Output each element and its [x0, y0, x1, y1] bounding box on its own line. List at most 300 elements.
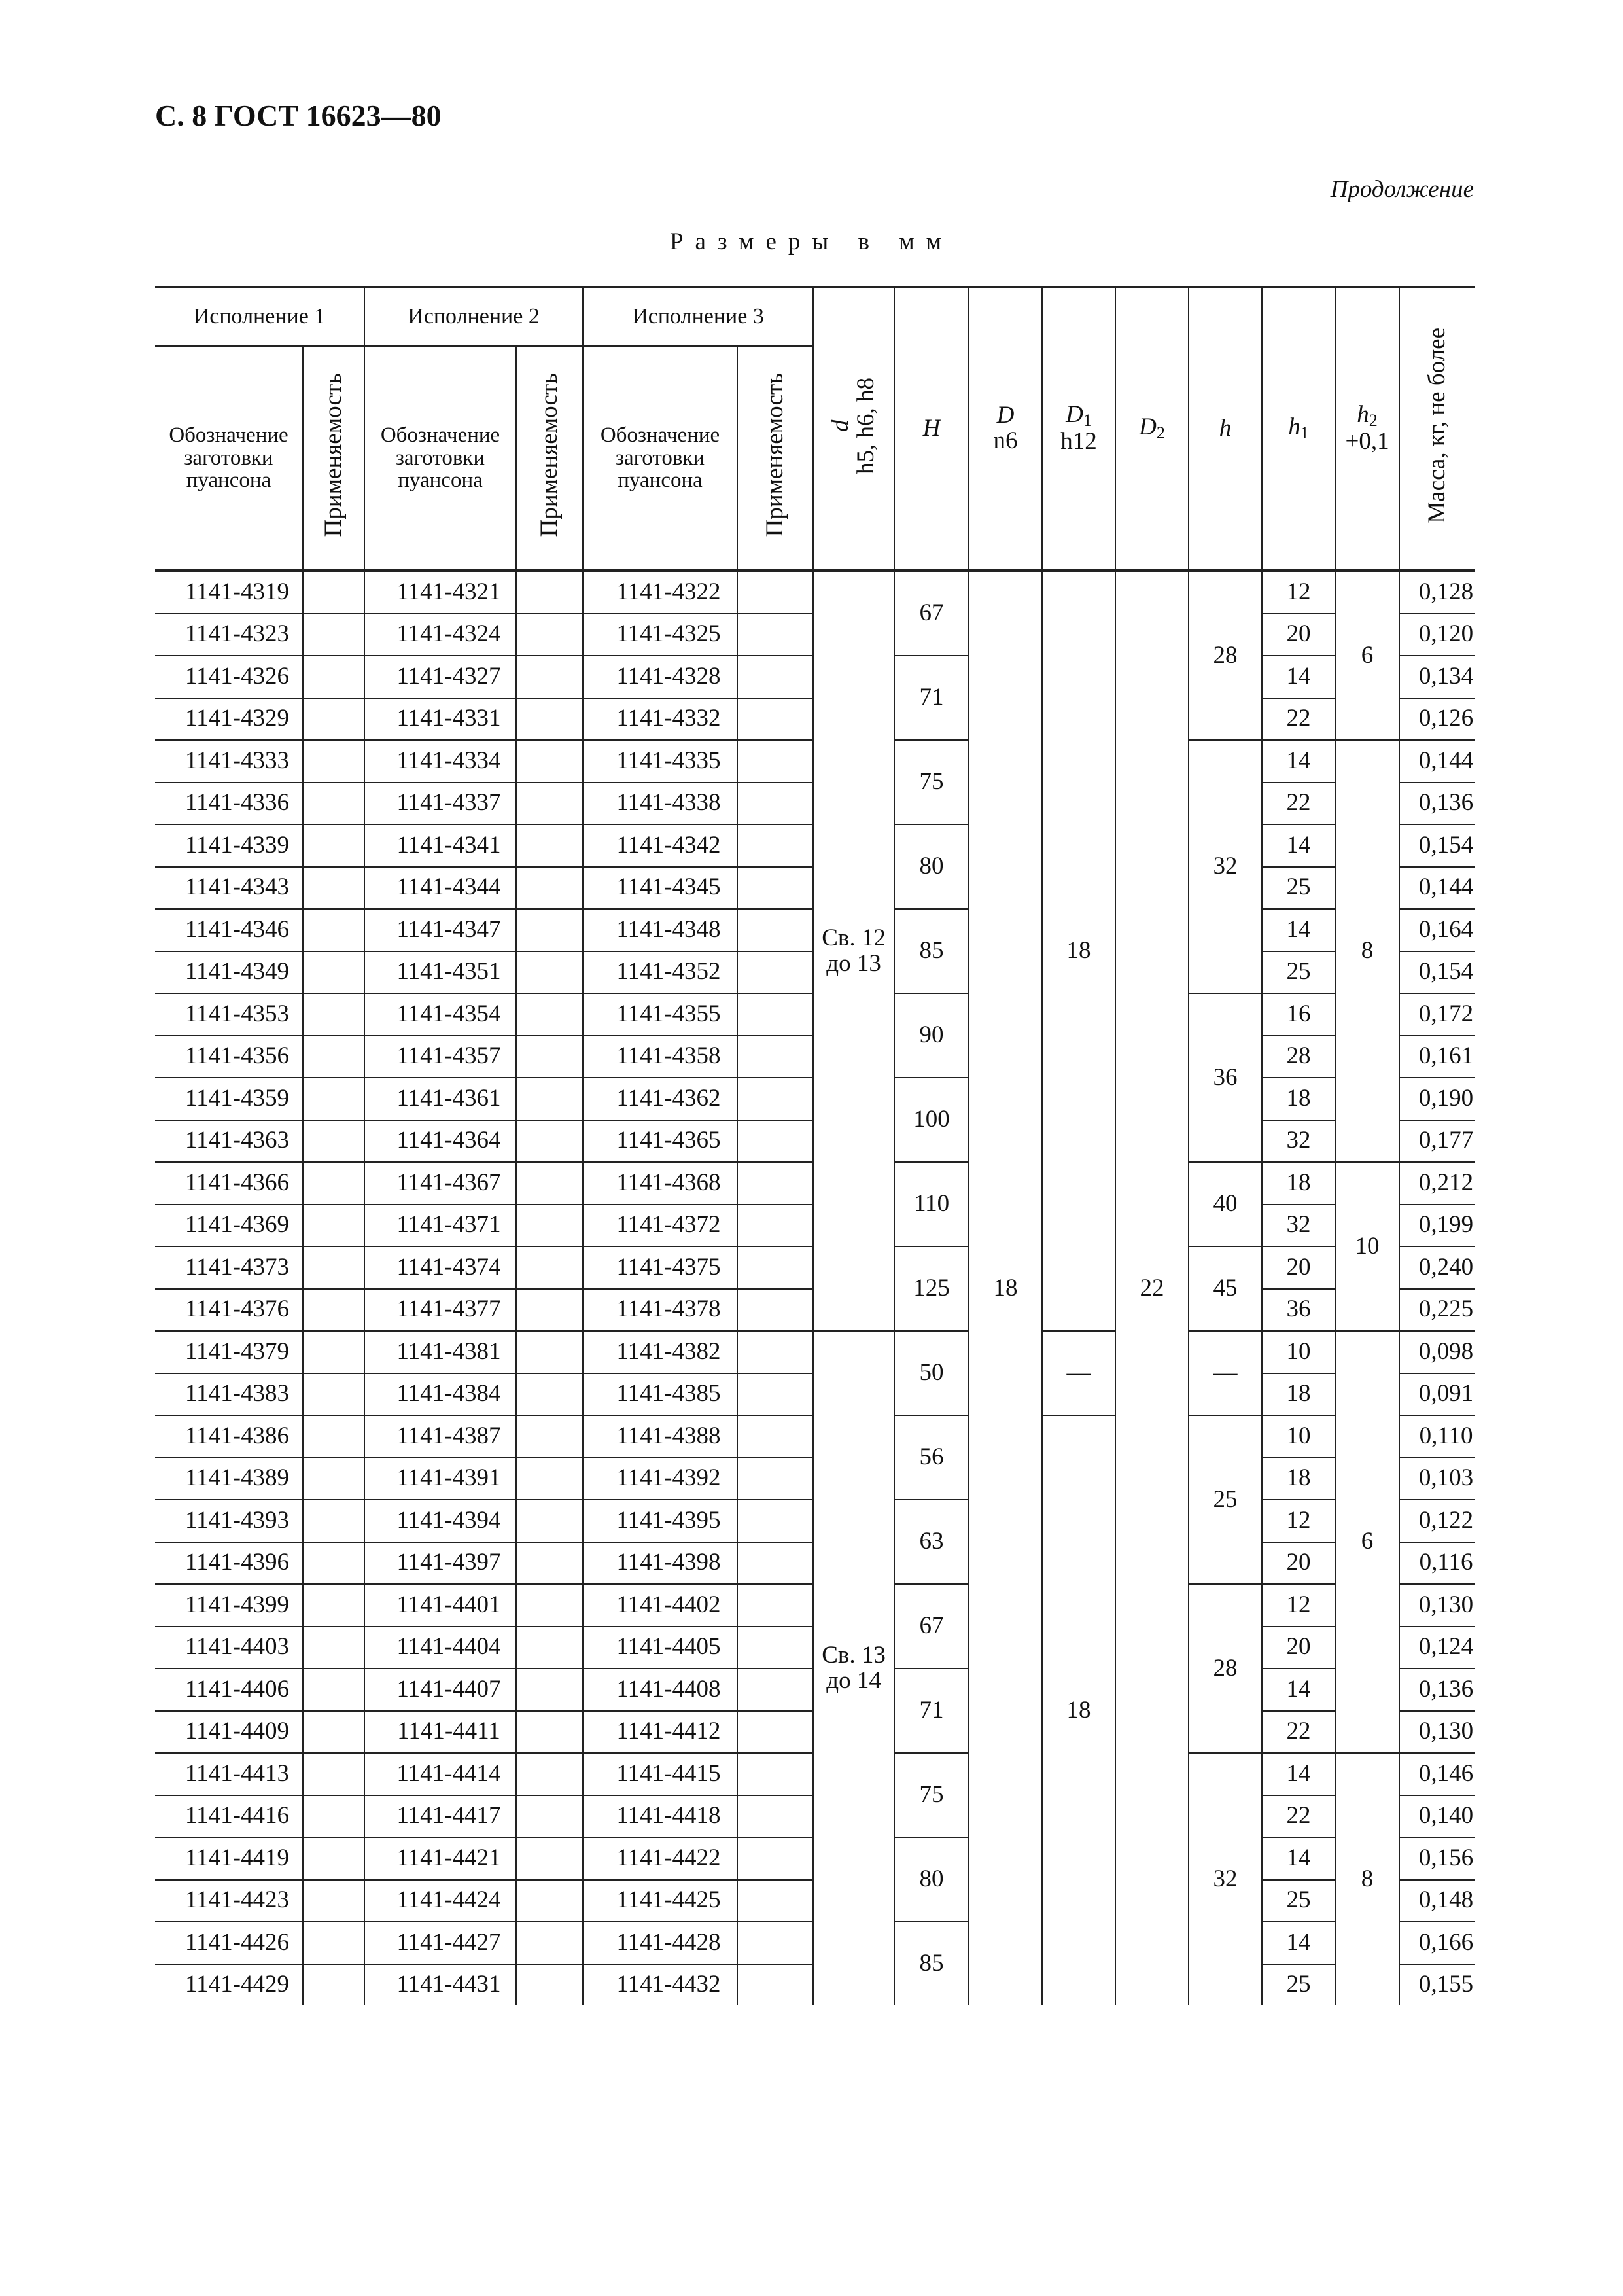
applicability-3-cell: [737, 993, 813, 1036]
applicability-3-cell: [737, 1922, 813, 1964]
designation-1-cell: 1141-4383: [155, 1373, 303, 1416]
h2-value-cell: 6: [1335, 1331, 1399, 1753]
designation-2-cell: 1141-4351: [364, 951, 516, 994]
h1-value-cell: 18: [1262, 1078, 1335, 1120]
applicability-1-cell: [303, 740, 364, 783]
d-value: Св. 12: [822, 924, 886, 951]
designation-2-cell: 1141-4384: [364, 1373, 516, 1416]
h-value: 28: [1213, 1654, 1238, 1682]
header-applicability-3: [737, 346, 813, 571]
designation-1-cell: 1141-4336: [155, 783, 303, 825]
designation-2-cell: 1141-4407: [364, 1669, 516, 1711]
designation-1-cell: 1141-4373: [155, 1246, 303, 1289]
table-row: [155, 1331, 1475, 1373]
applicability-2-cell: [516, 1373, 583, 1416]
page-title: С. 8 ГОСТ 16623—80: [155, 99, 442, 132]
header-D-tolerance: n6: [993, 427, 1018, 454]
applicability-2-cell: [516, 1584, 583, 1627]
header-execution-1: Исполнение 1: [155, 287, 364, 347]
H-value-cell: [894, 1246, 969, 1331]
designation-1-cell: 1141-4389: [155, 1458, 303, 1500]
applicability-1-cell: [303, 1669, 364, 1711]
designation-3-cell: 1141-4382: [583, 1331, 737, 1373]
h1-value-cell: 16: [1262, 993, 1335, 1036]
designation-1-cell: 1141-4423: [155, 1880, 303, 1922]
header-row-groups: [155, 287, 1475, 347]
applicability-1-cell: [303, 1415, 364, 1458]
applicability-1-cell: [303, 1331, 364, 1373]
applicability-2-cell: [516, 1922, 583, 1964]
applicability-1-cell: [303, 783, 364, 825]
h1-value-cell: 36: [1262, 1289, 1335, 1332]
designation-2-cell: 1141-4364: [364, 1120, 516, 1163]
applicability-1-cell: [303, 909, 364, 951]
H-value-cell: [894, 740, 969, 824]
d-value-cell: [813, 571, 894, 1331]
h2-value-cell: 8: [1335, 1753, 1399, 2005]
H-value: 80: [919, 853, 944, 880]
h-value: 32: [1213, 853, 1238, 880]
H-value: 75: [919, 768, 944, 796]
designation-3-cell: 1141-4358: [583, 1036, 737, 1078]
designation-1-cell: 1141-4416: [155, 1795, 303, 1838]
header-D1-tolerance: h12: [1060, 428, 1097, 455]
H-value: 63: [919, 1528, 944, 1555]
table-row: [155, 571, 1475, 614]
designation-2-cell: 1141-4324: [364, 614, 516, 656]
designation-3-cell: 1141-4338: [583, 783, 737, 825]
designation-2-cell: 1141-4417: [364, 1795, 516, 1838]
designation-1-cell: 1141-4329: [155, 698, 303, 741]
header-applicability-2-label: Применяемость: [535, 373, 563, 537]
designation-3-cell: 1141-4345: [583, 867, 737, 910]
header-h2-symbol: h: [1357, 400, 1369, 428]
applicability-1-cell: [303, 1922, 364, 1964]
designation-1-cell: 1141-4406: [155, 1669, 303, 1711]
designation-1-cell: 1141-4379: [155, 1331, 303, 1373]
mass-value-cell: 0,136: [1399, 783, 1475, 825]
applicability-2-cell: [516, 867, 583, 910]
header-D1-symbol: D: [1066, 400, 1083, 428]
designation-2-cell: 1141-4411: [364, 1711, 516, 1754]
designation-3-cell: 1141-4342: [583, 824, 737, 867]
D2-value-cell: [1115, 571, 1189, 2005]
applicability-3-cell: [737, 824, 813, 867]
applicability-1-cell: [303, 1458, 364, 1500]
H-value: 67: [919, 599, 944, 627]
designation-3-cell: 1141-4375: [583, 1246, 737, 1289]
applicability-2-cell: [516, 1289, 583, 1332]
designation-3-cell: 1141-4368: [583, 1162, 737, 1205]
applicability-2-cell: [516, 1795, 583, 1838]
h1-value-cell: 12: [1262, 1500, 1335, 1542]
H-value-cell: [894, 993, 969, 1078]
header-h1-symbol: h: [1288, 414, 1300, 441]
h-value-cell: [1189, 571, 1262, 740]
header-D2-subscript: 2: [1156, 423, 1165, 443]
mass-value-cell: 0,091: [1399, 1373, 1475, 1416]
designation-1-cell: 1141-4376: [155, 1289, 303, 1332]
h-value-cell: [1189, 1753, 1262, 2005]
applicability-3-cell: [737, 1120, 813, 1163]
h1-value-cell: 18: [1262, 1373, 1335, 1416]
applicability-3-cell: [737, 867, 813, 910]
applicability-3-cell: [737, 1753, 813, 1795]
h-value: 36: [1213, 1063, 1238, 1091]
h1-value-cell: 22: [1262, 783, 1335, 825]
applicability-2-cell: [516, 571, 583, 614]
designation-3-cell: 1141-4405: [583, 1627, 737, 1669]
mass-value-cell: 0,122: [1399, 1500, 1475, 1542]
designation-2-cell: 1141-4361: [364, 1078, 516, 1120]
header-h2: [1335, 287, 1399, 571]
applicability-3-cell: [737, 1415, 813, 1458]
H-value-cell: [894, 1837, 969, 1922]
applicability-1-cell: [303, 1880, 364, 1922]
designation-2-cell: 1141-4401: [364, 1584, 516, 1627]
header-h1: [1262, 287, 1335, 571]
header-applicability-1-label: Применяемость: [319, 373, 347, 537]
designation-3-cell: 1141-4432: [583, 1964, 737, 2006]
designation-2-cell: 1141-4381: [364, 1331, 516, 1373]
applicability-2-cell: [516, 656, 583, 698]
designation-1-cell: 1141-4393: [155, 1500, 303, 1542]
applicability-1-cell: [303, 1162, 364, 1205]
header-designation-3: Обозначение заготовки пуансона: [583, 346, 737, 571]
designation-1-cell: 1141-4403: [155, 1627, 303, 1669]
header-d-tolerance: h5, h6, h8: [852, 377, 880, 474]
header-H: [894, 287, 969, 571]
applicability-2-cell: [516, 1331, 583, 1373]
applicability-2-cell: [516, 1711, 583, 1754]
h1-value-cell: 22: [1262, 698, 1335, 741]
h1-value-cell: 14: [1262, 909, 1335, 951]
H-value: 125: [913, 1275, 950, 1302]
designation-3-cell: 1141-4325: [583, 614, 737, 656]
designation-2-cell: 1141-4424: [364, 1880, 516, 1922]
designation-2-cell: 1141-4327: [364, 656, 516, 698]
h1-value-cell: 18: [1262, 1458, 1335, 1500]
H-value: 100: [913, 1106, 950, 1133]
H-value: 110: [913, 1190, 950, 1218]
applicability-3-cell: [737, 571, 813, 614]
designation-1-cell: 1141-4396: [155, 1542, 303, 1585]
H-value: 75: [919, 1781, 944, 1809]
mass-value-cell: 0,172: [1399, 993, 1475, 1036]
H-value-cell: [894, 1415, 969, 1500]
applicability-3-cell: [737, 1289, 813, 1332]
header-h2-subscript: 2: [1369, 410, 1378, 430]
designation-1-cell: 1141-4349: [155, 951, 303, 994]
mass-value-cell: 0,190: [1399, 1078, 1475, 1120]
H-value-cell: [894, 824, 969, 909]
D-value-cell: [969, 571, 1042, 2005]
designation-1-cell: 1141-4426: [155, 1922, 303, 1964]
applicability-3-cell: [737, 1880, 813, 1922]
header-execution-3: Исполнение 3: [583, 287, 813, 347]
designation-2-cell: 1141-4397: [364, 1542, 516, 1585]
header-mass-label: Масса, кг, не более: [1423, 328, 1451, 523]
designation-3-cell: 1141-4412: [583, 1711, 737, 1754]
d-value-cell: [813, 1331, 894, 2005]
applicability-1-cell: [303, 1036, 364, 1078]
applicability-3-cell: [737, 1669, 813, 1711]
designation-3-cell: 1141-4398: [583, 1542, 737, 1585]
applicability-1-cell: [303, 867, 364, 910]
mass-value-cell: 0,148: [1399, 1880, 1475, 1922]
designation-3-cell: 1141-4428: [583, 1922, 737, 1964]
designation-1-cell: 1141-4353: [155, 993, 303, 1036]
designation-1-cell: 1141-4339: [155, 824, 303, 867]
h-value-cell: [1189, 1162, 1262, 1246]
D1-value: —: [1066, 1359, 1091, 1386]
applicability-3-cell: [737, 656, 813, 698]
applicability-2-cell: [516, 1964, 583, 2006]
applicability-1-cell: [303, 1837, 364, 1880]
h1-value-cell: 10: [1262, 1331, 1335, 1373]
mass-value-cell: 0,130: [1399, 1711, 1475, 1754]
designation-1-cell: 1141-4429: [155, 1964, 303, 2006]
header-d-symbol: d: [827, 419, 854, 432]
designation-2-cell: 1141-4414: [364, 1753, 516, 1795]
applicability-3-cell: [737, 1036, 813, 1078]
designation-3-cell: 1141-4362: [583, 1078, 737, 1120]
designation-1-cell: 1141-4363: [155, 1120, 303, 1163]
designation-3-cell: 1141-4415: [583, 1753, 737, 1795]
applicability-1-cell: [303, 1627, 364, 1669]
designation-2-cell: 1141-4341: [364, 824, 516, 867]
applicability-2-cell: [516, 1627, 583, 1669]
applicability-2-cell: [516, 909, 583, 951]
designation-2-cell: 1141-4394: [364, 1500, 516, 1542]
h1-value-cell: 14: [1262, 656, 1335, 698]
mass-value-cell: 0,144: [1399, 740, 1475, 783]
h1-value-cell: 25: [1262, 867, 1335, 910]
designation-2-cell: 1141-4427: [364, 1922, 516, 1964]
applicability-2-cell: [516, 1669, 583, 1711]
designation-3-cell: 1141-4328: [583, 656, 737, 698]
designation-3-cell: 1141-4392: [583, 1458, 737, 1500]
D1-value: 18: [1066, 1697, 1091, 1724]
applicability-1-cell: [303, 1246, 364, 1289]
mass-value-cell: 0,156: [1399, 1837, 1475, 1880]
mass-value-cell: 0,116: [1399, 1542, 1475, 1585]
designation-1-cell: 1141-4333: [155, 740, 303, 783]
applicability-2-cell: [516, 1415, 583, 1458]
D1-value-cell: [1042, 1415, 1115, 2005]
mass-value-cell: 0,144: [1399, 867, 1475, 910]
applicability-3-cell: [737, 1964, 813, 2006]
designation-2-cell: 1141-4321: [364, 571, 516, 614]
header-H-symbol: H: [922, 414, 941, 442]
applicability-1-cell: [303, 1542, 364, 1585]
mass-value-cell: 0,166: [1399, 1922, 1475, 1964]
header-D: [969, 287, 1042, 571]
applicability-3-cell: [737, 1205, 813, 1247]
designation-1-cell: 1141-4413: [155, 1753, 303, 1795]
applicability-3-cell: [737, 698, 813, 741]
applicability-2-cell: [516, 951, 583, 994]
applicability-3-cell: [737, 1458, 813, 1500]
D1-value: 18: [1066, 937, 1091, 964]
D2-value: 22: [1140, 1275, 1164, 1302]
header-designation-1: Обозначение заготовки пуансона: [155, 346, 303, 571]
designation-2-cell: 1141-4344: [364, 867, 516, 910]
h1-value-cell: 32: [1262, 1120, 1335, 1163]
applicability-1-cell: [303, 951, 364, 994]
applicability-1-cell: [303, 1500, 364, 1542]
mass-value-cell: 0,120: [1399, 614, 1475, 656]
h1-value-cell: 25: [1262, 951, 1335, 994]
mass-value-cell: 0,199: [1399, 1205, 1475, 1247]
applicability-2-cell: [516, 1078, 583, 1120]
h-value-cell: [1189, 1584, 1262, 1753]
mass-value-cell: 0,130: [1399, 1584, 1475, 1627]
applicability-3-cell: [737, 1500, 813, 1542]
header-applicability-1: [303, 346, 364, 571]
designation-1-cell: 1141-4356: [155, 1036, 303, 1078]
designation-3-cell: 1141-4418: [583, 1795, 737, 1838]
designation-2-cell: 1141-4391: [364, 1458, 516, 1500]
mass-value-cell: 0,177: [1399, 1120, 1475, 1163]
applicability-1-cell: [303, 824, 364, 867]
designation-1-cell: 1141-4369: [155, 1205, 303, 1247]
mass-value-cell: 0,225: [1399, 1289, 1475, 1332]
designation-2-cell: 1141-4354: [364, 993, 516, 1036]
H-value-cell: [894, 571, 969, 656]
header-D2: [1115, 287, 1189, 571]
header-d: [813, 287, 894, 571]
mass-value-cell: 0,161: [1399, 1036, 1475, 1078]
header-D-symbol: D: [996, 402, 1015, 429]
header-mass: [1399, 287, 1475, 571]
h1-value-cell: 28: [1262, 1036, 1335, 1078]
designation-1-cell: 1141-4346: [155, 909, 303, 951]
designation-3-cell: 1141-4385: [583, 1373, 737, 1416]
applicability-3-cell: [737, 1246, 813, 1289]
designation-3-cell: 1141-4402: [583, 1584, 737, 1627]
applicability-3-cell: [737, 783, 813, 825]
header-D2-symbol: D: [1139, 414, 1157, 441]
applicability-2-cell: [516, 1036, 583, 1078]
applicability-1-cell: [303, 698, 364, 741]
header-h2-tolerance: +0,1: [1345, 428, 1389, 455]
applicability-2-cell: [516, 1246, 583, 1289]
designation-1-cell: 1141-4319: [155, 571, 303, 614]
applicability-1-cell: [303, 1795, 364, 1838]
H-value: 85: [919, 937, 944, 964]
designation-2-cell: 1141-4334: [364, 740, 516, 783]
applicability-1-cell: [303, 1964, 364, 2006]
designation-2-cell: 1141-4387: [364, 1415, 516, 1458]
designation-3-cell: 1141-4365: [583, 1120, 737, 1163]
H-value: 71: [919, 1697, 944, 1724]
designation-1-cell: 1141-4409: [155, 1711, 303, 1754]
H-value: 90: [919, 1021, 944, 1049]
D1-value-cell: [1042, 1331, 1115, 1415]
h2-value-cell: 6: [1335, 571, 1399, 740]
h1-value-cell: 22: [1262, 1711, 1335, 1754]
designation-1-cell: 1141-4386: [155, 1415, 303, 1458]
h-value: 25: [1213, 1485, 1238, 1513]
D-value: 18: [993, 1275, 1018, 1302]
applicability-1-cell: [303, 1753, 364, 1795]
H-value: 56: [919, 1443, 944, 1471]
mass-value-cell: 0,126: [1399, 698, 1475, 741]
applicability-3-cell: [737, 909, 813, 951]
designation-3-cell: 1141-4378: [583, 1289, 737, 1332]
designation-2-cell: 1141-4367: [364, 1162, 516, 1205]
header-h: [1189, 287, 1262, 571]
D1-value-cell: [1042, 571, 1115, 1331]
designation-2-cell: 1141-4404: [364, 1627, 516, 1669]
h-value-cell: [1189, 1246, 1262, 1331]
applicability-2-cell: [516, 783, 583, 825]
designation-3-cell: 1141-4422: [583, 1837, 737, 1880]
applicability-1-cell: [303, 1373, 364, 1416]
applicability-3-cell: [737, 951, 813, 994]
applicability-1-cell: [303, 571, 364, 614]
header-D1: [1042, 287, 1115, 571]
designation-2-cell: 1141-4374: [364, 1246, 516, 1289]
h1-value-cell: 20: [1262, 614, 1335, 656]
H-value: 71: [919, 684, 944, 711]
mass-value-cell: 0,110: [1399, 1415, 1475, 1458]
applicability-2-cell: [516, 1837, 583, 1880]
applicability-3-cell: [737, 1078, 813, 1120]
designation-1-cell: 1141-4399: [155, 1584, 303, 1627]
designation-3-cell: 1141-4408: [583, 1669, 737, 1711]
applicability-2-cell: [516, 1753, 583, 1795]
applicability-3-cell: [737, 1331, 813, 1373]
mass-value-cell: 0,212: [1399, 1162, 1475, 1205]
applicability-1-cell: [303, 1120, 364, 1163]
applicability-3-cell: [737, 1373, 813, 1416]
applicability-2-cell: [516, 698, 583, 741]
applicability-1-cell: [303, 993, 364, 1036]
h1-value-cell: 20: [1262, 1246, 1335, 1289]
designation-1-cell: 1141-4326: [155, 656, 303, 698]
h1-value-cell: 32: [1262, 1205, 1335, 1247]
header-applicability-3-label: Применяемость: [761, 373, 788, 537]
applicability-3-cell: [737, 1542, 813, 1585]
designation-2-cell: 1141-4421: [364, 1837, 516, 1880]
applicability-2-cell: [516, 1458, 583, 1500]
applicability-3-cell: [737, 614, 813, 656]
designation-3-cell: 1141-4332: [583, 698, 737, 741]
header-applicability-2: [516, 346, 583, 571]
designation-3-cell: 1141-4348: [583, 909, 737, 951]
mass-value-cell: 0,134: [1399, 656, 1475, 698]
punch-blank-table: [155, 286, 1475, 2005]
mass-value-cell: 0,164: [1399, 909, 1475, 951]
h1-value-cell: 12: [1262, 1584, 1335, 1627]
applicability-2-cell: [516, 1120, 583, 1163]
applicability-3-cell: [737, 1584, 813, 1627]
applicability-1-cell: [303, 1289, 364, 1332]
mass-value-cell: 0,154: [1399, 951, 1475, 994]
h1-value-cell: 25: [1262, 1880, 1335, 1922]
applicability-2-cell: [516, 1880, 583, 1922]
H-value-cell: [894, 1162, 969, 1246]
applicability-2-cell: [516, 1542, 583, 1585]
header-designation-2: Обозначение заготовки пуансона: [364, 346, 516, 571]
applicability-1-cell: [303, 614, 364, 656]
H-value-cell: [894, 909, 969, 993]
H-value: 50: [919, 1359, 944, 1386]
applicability-3-cell: [737, 1837, 813, 1880]
h1-value-cell: 14: [1262, 824, 1335, 867]
